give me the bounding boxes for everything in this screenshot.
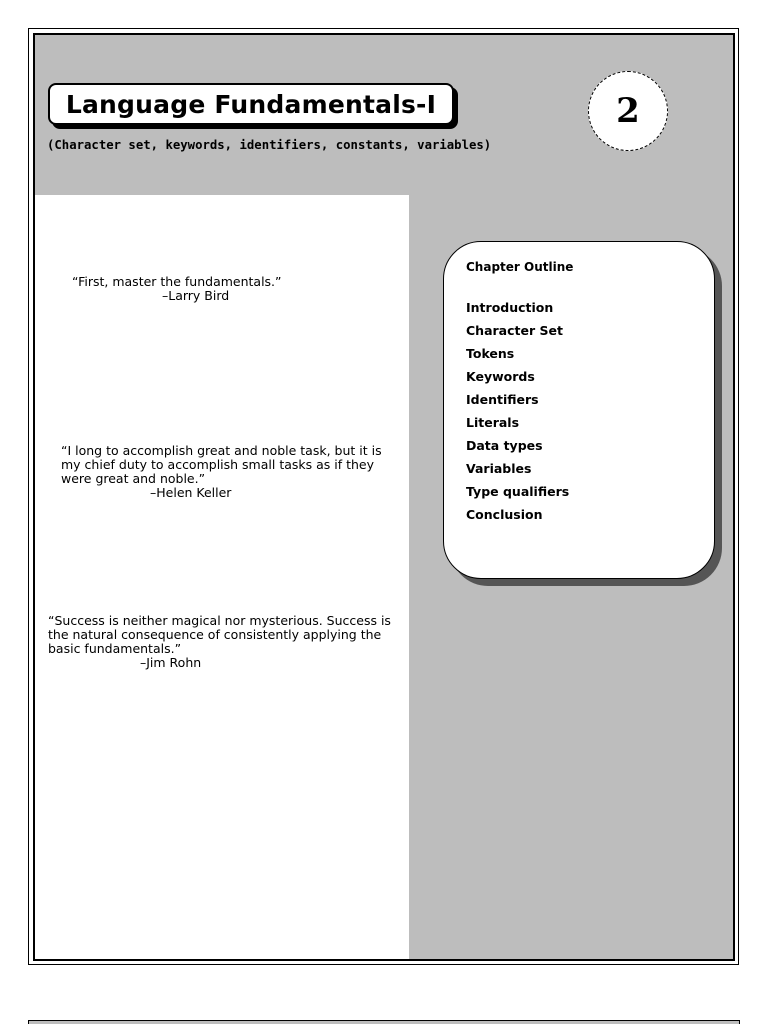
quote-line: “Success is neither magical nor mysterious. Success is <box>48 613 391 628</box>
quote-line: “First, master the fundamentals.” <box>72 274 282 289</box>
quote-line: basic fundamentals.” <box>48 641 182 656</box>
quote-larry-bird <box>72 275 282 303</box>
quote-line: “I long to accomplish great and noble task, but it is <box>61 443 382 458</box>
quote-line: my chief duty to accomplish small tasks as if they <box>61 457 375 472</box>
quote-line: the natural consequence of consistently applying the <box>48 627 382 642</box>
outline-item: Character Set <box>466 323 563 338</box>
outline-item: Type qualifiers <box>466 484 570 499</box>
outline-item: Conclusion <box>466 507 543 522</box>
outline-item: Identifiers <box>466 392 539 407</box>
title-box <box>48 83 454 125</box>
outline-item: Keywords <box>466 369 535 384</box>
page-subtitle: (Character set, keywords, identifiers, constants, variables) <box>47 138 492 152</box>
quote-jim-rohn <box>48 614 391 670</box>
chapter-number-badge <box>588 71 668 151</box>
chapter-outline-title: Chapter Outline <box>466 260 574 274</box>
chapter-outline-box <box>443 241 715 579</box>
quote-author: –Helen Keller <box>150 485 232 500</box>
outline-item: Literals <box>466 415 520 430</box>
outline-item: Variables <box>466 461 532 476</box>
quotes-panel <box>35 195 409 961</box>
outline-item: Tokens <box>466 346 515 361</box>
outline-item: Introduction <box>466 300 554 315</box>
quote-line: were great and noble.” <box>61 471 206 486</box>
chapter-number: 2 <box>616 91 640 131</box>
next-page-edge <box>28 1020 740 1024</box>
chapter-outline-list <box>466 296 569 526</box>
quote-author: –Larry Bird <box>162 288 230 303</box>
page-title: Language Fundamentals-I <box>65 89 437 119</box>
quote-helen-keller <box>61 444 382 500</box>
quote-author: –Jim Rohn <box>140 655 202 670</box>
chapter-page <box>33 33 735 961</box>
outline-item: Data types <box>466 438 543 453</box>
